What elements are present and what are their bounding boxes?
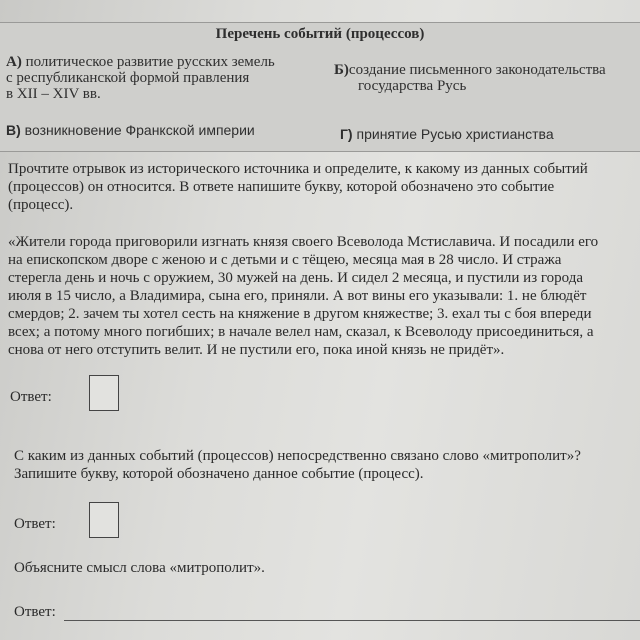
event-b-letter: Б) [334,62,349,78]
task3-question-text: Объясните смысл слова «митрополит». [14,560,265,576]
events-list-title: Перечень событий (процессов) [215,26,425,42]
event-g-letter: Г) [340,126,353,142]
source-line-2: на епископском дворе с женою и с детьми и с тёщею, месяца мая в 28 число. И стража [8,252,562,268]
event-v-letter: В) [6,122,21,138]
task1-answer-box[interactable] [89,375,119,411]
event-v [6,122,255,138]
source-line-6: всех; а потому много погибших; в начале велел нам, сказал, к Всеволоду присоединиться, а [8,324,594,340]
task1-instruction-line-2: (процессов) он относится. В ответе напишите букву, которой обозначено это событие [8,179,555,195]
task2-question-line-1: С каким из данных событий (процессов) непосредственно связано слово «митрополит»? [14,448,581,464]
event-g-text: принятие Русью христианства [356,126,554,142]
task2-answer-label: Ответ: [14,516,56,532]
task2-question [14,447,640,483]
source-line-4: июля в 15 число, а Владимира, сына его, приняли. А вот вины его указывали: 1. не блюдёт [8,288,587,304]
task3-question [14,559,640,577]
source-line-7: снова от него отступить велит. И не пустили его, пока иной князь не придёт». [8,342,505,358]
event-a-line-2: с республиканской формой правления [6,70,250,86]
event-a-line-3: в XII – XIV вв. [6,86,101,102]
source-line-5: смердов; 2. зачем ты хотел сесть на княжение в другом княжестве; 3. ехал ты с боя впереди [8,306,592,322]
task1-instruction [8,160,640,214]
source-line-3: стерегла день и ночь с оружием, 30 мужей на день. И сидел 2 месяца, и пустили из города [8,270,584,286]
task1-answer-label: Ответ: [10,389,52,405]
event-b [334,62,606,94]
event-g [340,126,554,142]
event-a-letter: А) [6,54,22,70]
source-line-1: «Жители города приговорили изгнать князя своего Всеволода Мстиславича. И посадили его [8,234,599,250]
task2-answer-box[interactable] [89,502,119,538]
task3-answer-label: Ответ: [14,604,56,620]
task1-instruction-line-3: (процесс). [8,197,74,213]
task2-question-line-2: Запишите букву, которой обозначено данное событие (процесс). [14,466,424,482]
event-a [6,54,275,102]
event-v-text: возникновение Франкской империи [24,122,255,138]
task1-instruction-line-1: Прочтите отрывок из исторического источника и определите, к какому из данных событий [8,161,588,177]
event-b-line-1: создание письменного законодательства [348,62,606,78]
event-b-line-2: государства Русь [358,78,467,94]
task3-answer-line[interactable] [64,620,640,621]
historical-source-excerpt [8,233,640,359]
event-a-line-1: политическое развитие русских земель [25,54,275,70]
